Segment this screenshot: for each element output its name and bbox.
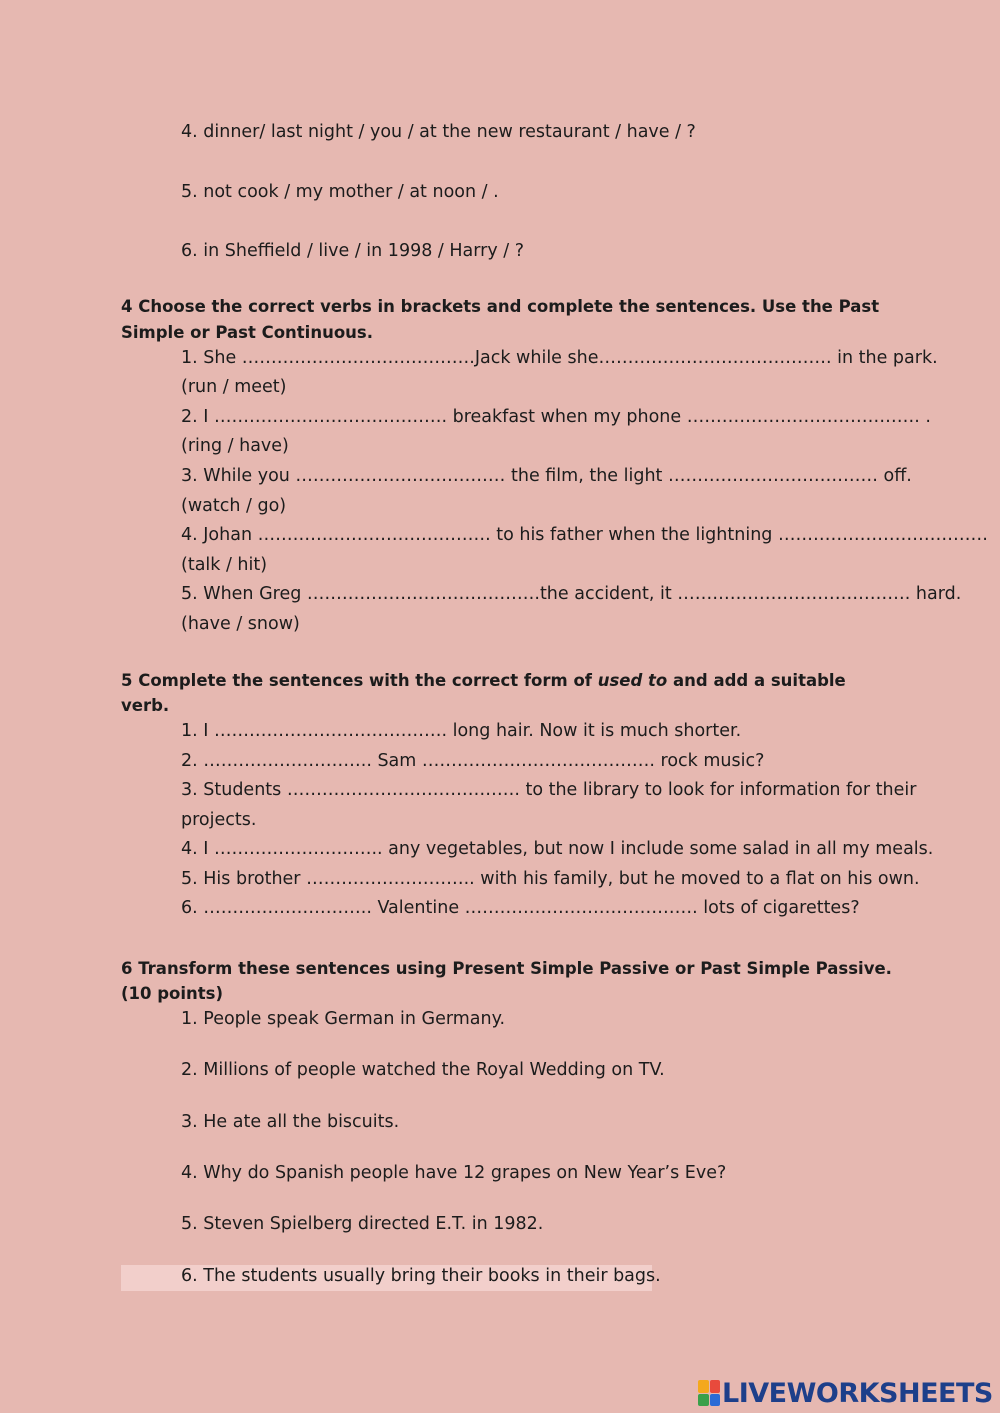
liveworksheets-icon [698,1380,720,1406]
exercise-4-line: 4. Johan …………………………………. to his father when the lightning ……………………………… [181,525,988,545]
exercise-6-heading-line2: (10 points) [121,984,224,1003]
exercise-5-heading-prefix: 5 Complete the sentences with the correct form of [121,671,598,690]
exercise-5-line: 3. Students …………………………………. to the library to look for information for their [181,780,917,800]
exercise-4-heading-line2: Simple or Past Continuous. [121,323,373,342]
exercise-4-line: (run / meet) [181,377,287,397]
exercise-4-line: 2. I …………………………………. breakfast when my phone …………………………………. . [181,407,931,427]
exercise-3-item-6: 6. in Sheffield / live / in 1998 / Harry / ? [181,241,524,261]
exercise-6-item: 4. Why do Spanish people have 12 grapes on New Year’s Eve? [181,1163,727,1183]
exercise-3-item-5: 5. not cook / my mother / at noon / . [181,182,499,202]
exercise-4-line: (ring / have) [181,436,289,456]
exercise-6-item: 3. He ate all the biscuits. [181,1112,400,1132]
exercise-5-heading-line2: verb. [121,696,170,715]
exercise-5-line: 4. I ……………………….. any vegetables, but now I include some salad in all my meals. [181,839,934,859]
exercise-6-heading: 6 Transform these sentences using Present Simple Passive or Past Simple Passive. [121,959,892,978]
exercise-4-line: (talk / hit) [181,555,268,575]
exercise-4-heading: 4 Choose the correct verbs in brackets and complete the sentences. Use the Past [121,297,880,316]
exercise-4-line: 3. While you ……………………………… the film, the light ……………………………… off. [181,466,912,486]
exercise-5-line: 1. I …………………………………. long hair. Now it is much shorter. [181,721,742,741]
exercise-5-line: 5. His brother ……………………….. with his family, but he moved to a flat on his own. [181,869,920,889]
exercise-3-item-4: 4. dinner/ last night / you / at the new restaurant / have / ? [181,122,696,142]
exercise-5-line: 2. ……………………….. Sam …………………………………. rock music? [181,751,765,771]
exercise-5-heading-suffix: and add a suitable [667,671,846,690]
exercise-4-line: 1. She ………………………………….Jack while she…………………………………. in the park. [181,348,938,368]
exercise-4-line: 5. When Greg ………………………………….the accident, it …………………………………. hard. [181,584,962,604]
exercise-5-heading-emph: used to [597,671,668,690]
exercise-6-item: 2. Millions of people watched the Royal Wedding on TV. [181,1060,665,1080]
liveworksheets-logo[interactable] [698,1378,993,1408]
exercise-4-line: (watch / go) [181,496,287,516]
exercise-5-line: 6. ……………………….. Valentine …………………………………. lots of cigarettes? [181,898,860,918]
logo-text: LIVEWORKSHEETS [722,1377,993,1409]
exercise-5-heading [121,671,846,690]
exercise-6-item: 5. Steven Spielberg directed E.T. in 1982. [181,1214,544,1234]
exercise-6-item: 1. People speak German in Germany. [181,1009,506,1029]
exercise-4-line: (have / snow) [181,614,300,634]
exercise-6-item: 6. The students usually bring their books in their bags. [181,1266,661,1286]
exercise-5-line: projects. [181,810,257,830]
